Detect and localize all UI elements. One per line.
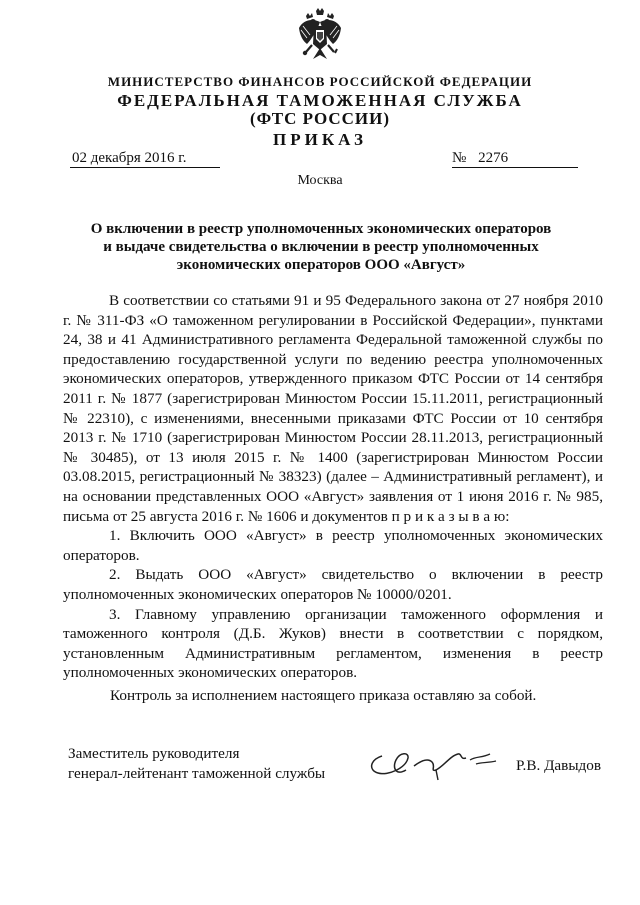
title-line: и выдаче свидетельства о включении в реестр уполномоченных	[103, 239, 539, 255]
order-item-1: 1. Включить ООО «Август» в реестр уполномоченных экономических операторов.	[63, 527, 603, 564]
document-type: ПРИКАЗ	[273, 130, 367, 149]
handwritten-signature-icon	[366, 746, 514, 782]
title-line: О включении в реестр уполномоченных экономических операторов	[90, 221, 552, 237]
signer-name: Р.В. Давыдов	[516, 757, 602, 774]
ministry-name: МИНИСТЕРСТВО ФИНАНСОВ РОССИЙСКОЙ ФЕДЕРАЦИИ	[107, 74, 533, 89]
order-item-2: 2. Выдать ООО «Август» свидетельство о включении в реестр уполномоченных экономических операторов № 10000/0201.	[63, 566, 603, 603]
preamble-paragraph: В соответствии со статьями 91 и 95 Федерального закона от 27 ноября 2010 г. № 311-ФЗ «О таможенном регулировании в Российской Федерации», пунктами 24, 38 и 41 Административного регламента Федеральной таможенной службы по предоставлению государственной услуги по ведению реестра уполномоченных экономических операторов, утвержденного приказом ФТС России от 14 сентября 2011 г. № 1877 (зарегистрирован Минюстом России 15.11.2011, регистрационный № 22310), с изменениями, внесенными приказами ФТС России от 10 сентября 2013 г. № 1710 (зарегистрирован Минюстом России 28.11.2013, регистрационный № 30485), от 13 июля 2015 г. № 1400 (зарегистрирован Минюстом России 03.08.2015, регистрационный № 38323) (далее – Административный регламент), и на основании представленных ООО «Август» заявления от 1 июня 2016 г. № 985, письма от 25 августа 2016 г. № 1606 и документов п р и к а з ы в а ю:	[63, 292, 603, 525]
signer-position-line: генерал-лейтенант таможенной службы	[68, 765, 326, 782]
document-title	[60, 220, 582, 274]
order-number: 2276	[478, 150, 509, 166]
russian-coat-of-arms-icon	[297, 8, 343, 62]
service-name: ФЕДЕРАЛЬНАЯ ТАМОЖЕННАЯ СЛУЖБА	[117, 91, 523, 110]
signer-position	[68, 744, 325, 784]
control-clause: Контроль за исполнением настоящего приказа оставляю за собой.	[110, 687, 537, 704]
order-number-prefix: №	[452, 150, 467, 166]
order-date: 02 декабря 2016 г.	[70, 150, 220, 168]
document-body	[63, 291, 603, 683]
service-abbreviation: (ФТС РОССИИ)	[249, 109, 391, 128]
signer-position-line: Заместитель руководителя	[68, 745, 240, 762]
order-number-field	[452, 150, 578, 168]
city: Москва	[297, 173, 343, 188]
title-line: экономических операторов ООО «Август»	[176, 257, 466, 273]
order-item-3: 3. Главному управлению организации таможенного оформления и таможенного контроля (Д.Б. Жуков) внести в соответствии с порядком, установленным Административным регламентом, изменения в реестр уполномоченных экономических операторов.	[63, 605, 603, 682]
